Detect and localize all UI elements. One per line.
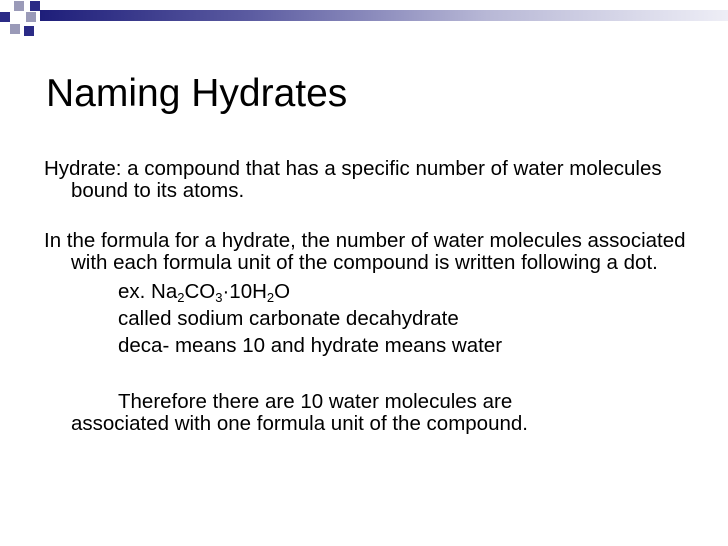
example-prefix: ex. Na bbox=[118, 280, 178, 303]
conclusion-line-2: associated with one formula unit of the compound. bbox=[71, 412, 528, 435]
decor-square bbox=[24, 26, 34, 36]
slide-header-decoration bbox=[0, 0, 728, 40]
subscript: 3 bbox=[215, 290, 223, 305]
header-gradient-bar bbox=[40, 10, 728, 21]
example-formula bbox=[44, 278, 714, 305]
example-part: ·10H bbox=[222, 280, 267, 303]
prefix-meaning: deca- means 10 and hydrate means water bbox=[118, 334, 503, 357]
decor-square bbox=[30, 1, 40, 11]
hydrate-definition: Hydrate: a compound that has a specific number of water molecules bound to its atoms. bbox=[44, 157, 662, 202]
decor-square bbox=[0, 12, 10, 22]
example-part: O bbox=[274, 280, 291, 303]
slide-body bbox=[44, 158, 714, 435]
slide-title: Naming Hydrates bbox=[46, 72, 348, 115]
decor-square bbox=[26, 12, 36, 22]
conclusion-line-1: Therefore there are 10 water molecules are bbox=[118, 390, 513, 413]
example-part: CO bbox=[184, 280, 216, 303]
subscript: 2 bbox=[177, 290, 185, 305]
formula-explanation: In the formula for a hydrate, the number of water molecules associated with each formula unit of the compound is written following a dot. bbox=[44, 229, 686, 274]
subscript: 2 bbox=[266, 290, 275, 305]
decor-square bbox=[14, 1, 24, 11]
compound-name: called sodium carbonate decahydrate bbox=[118, 307, 459, 330]
decor-square bbox=[10, 24, 20, 34]
